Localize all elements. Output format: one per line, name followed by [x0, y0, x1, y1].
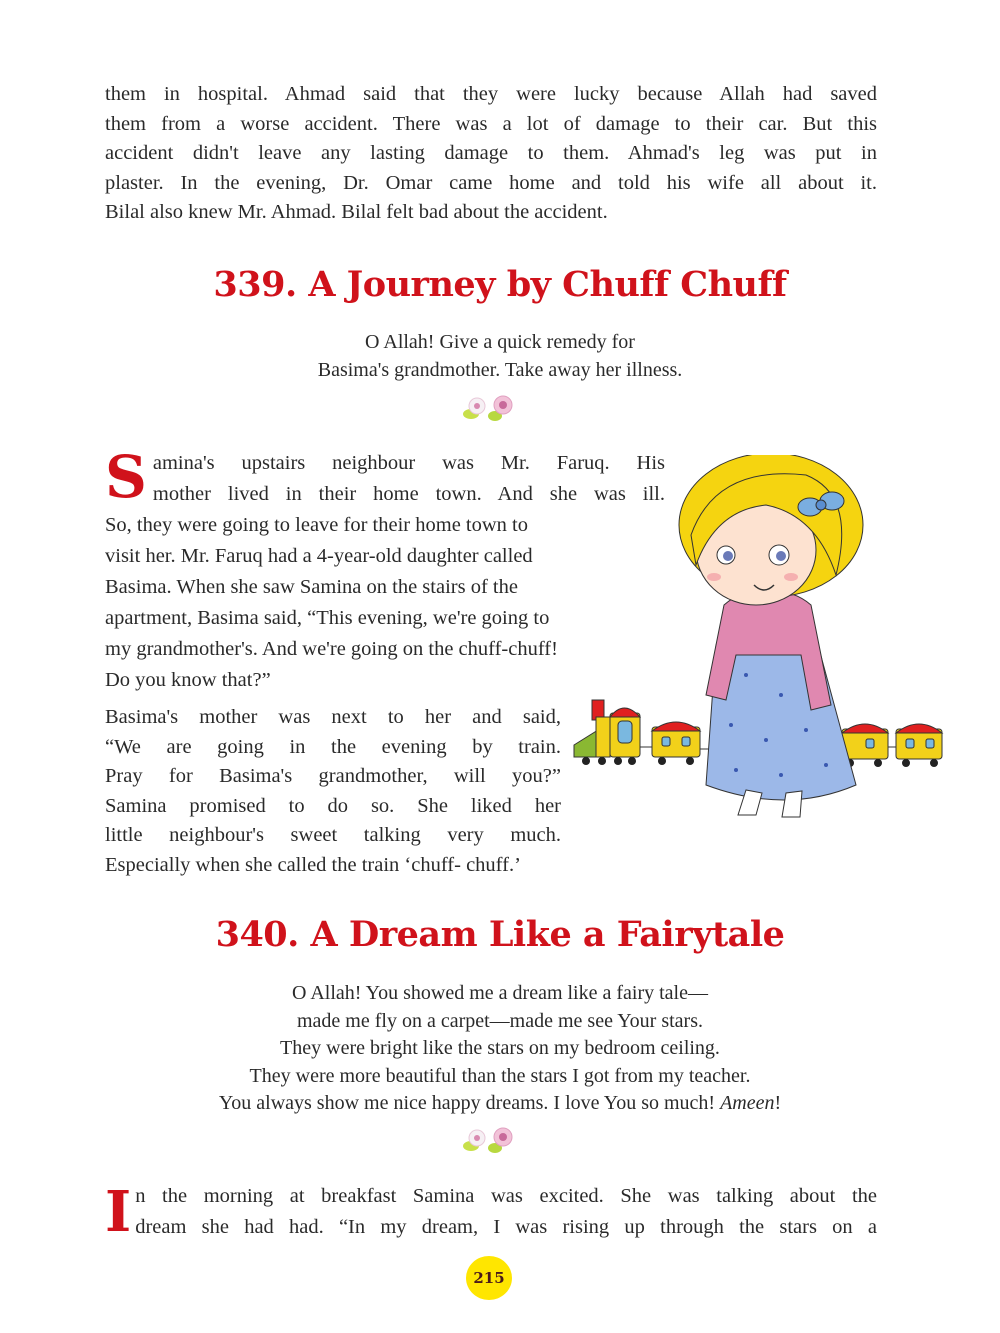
story-title-340: 340. A Dream Like a Fairytale: [215, 914, 785, 955]
text-line: my grandmother's. And we're going on the chuff-chuff!: [105, 638, 558, 660]
text-line: them in hospital. Ahmad said that they were lucky because Allah had saved: [105, 83, 877, 105]
page-number: 215: [473, 1269, 505, 1287]
text-line: Basima's mother was next to her and said,: [105, 706, 561, 728]
text-line: “We are going in the evening by train.: [105, 735, 561, 758]
text-line: Bilal also knew Mr. Ahmad. Bilal felt bad about the accident.: [105, 201, 608, 223]
flower-ornament-icon: [455, 390, 527, 431]
text-line: apartment, Basima said, “This evening, we're going to: [105, 607, 550, 629]
prayer-line: They were bright like the stars on my bedroom ceiling.: [280, 1037, 720, 1059]
text-line: dream she had had. “In my dream, I was rising up through the stars on a: [135, 1216, 877, 1238]
drop-cap: I: [105, 1179, 132, 1245]
text-line: Samina promised to do so. She liked her: [105, 794, 561, 817]
prayer-339: [0, 329, 1000, 384]
prayer-line: made me fly on a carpet—made me see Your stars.: [297, 1009, 703, 1032]
text-line: visit her. Mr. Faruq had a 4-year-old daughter called: [105, 545, 533, 567]
text-line: mother lived in their home town. And she was ill.: [152, 483, 665, 505]
flower-ornament-icon: [455, 1122, 527, 1163]
prayer-text: You always show me nice happy dreams. I love You so much!: [218, 1092, 721, 1114]
prayer-line: Basima's grandmother. Take away her illness.: [317, 358, 683, 381]
text-line: them from a worse accident. There was a lot of damage to their car. But this: [105, 112, 877, 135]
text-line: Pray for Basima's grandmother, will you?”: [105, 765, 561, 787]
text-line: Especially when she called the train ‘chuff- chuff.’: [105, 853, 521, 876]
text-line: Basima. When she saw Samina on the stairs of the: [105, 576, 518, 598]
text-line: amina's upstairs neighbour was Mr. Faruq. His: [152, 452, 665, 474]
story-340-paragraph-1: [105, 1181, 877, 1243]
page-number-badge: [466, 1256, 512, 1300]
prayer-line: They were more beautiful than the stars I got from my teacher.: [249, 1064, 751, 1087]
story-339-paragraph-2: [105, 703, 561, 880]
prayer-line: O Allah! You showed me a dream like a fairy tale—: [291, 982, 708, 1004]
drop-cap: S: [105, 443, 147, 511]
text-line: Do you know that?”: [105, 669, 271, 691]
text-line: little neighbour's sweet talking very much.: [105, 824, 561, 846]
text-line: plaster. In the evening, Dr. Omar came home and told his wife all about it.: [105, 171, 877, 194]
prayer-end: !: [774, 1092, 782, 1114]
text-line: n the morning at breakfast Samina was excited. She was talking about the: [135, 1185, 877, 1207]
prayer-340: [0, 980, 1000, 1118]
ameen-italic: Ameen: [720, 1092, 775, 1114]
story-title-339: 339. A Journey by Chuff Chuff: [213, 264, 787, 305]
text-line: So, they were going to leave for their home town to: [105, 514, 528, 536]
prayer-line: [0, 1090, 1000, 1118]
prayer-line: O Allah! Give a quick remedy for: [365, 331, 635, 353]
girl-with-train-illustration: [566, 455, 950, 830]
text-line: accident didn't leave any lasting damage to them. Ahmad's leg was put in: [105, 142, 877, 164]
intro-paragraph: [105, 80, 877, 228]
